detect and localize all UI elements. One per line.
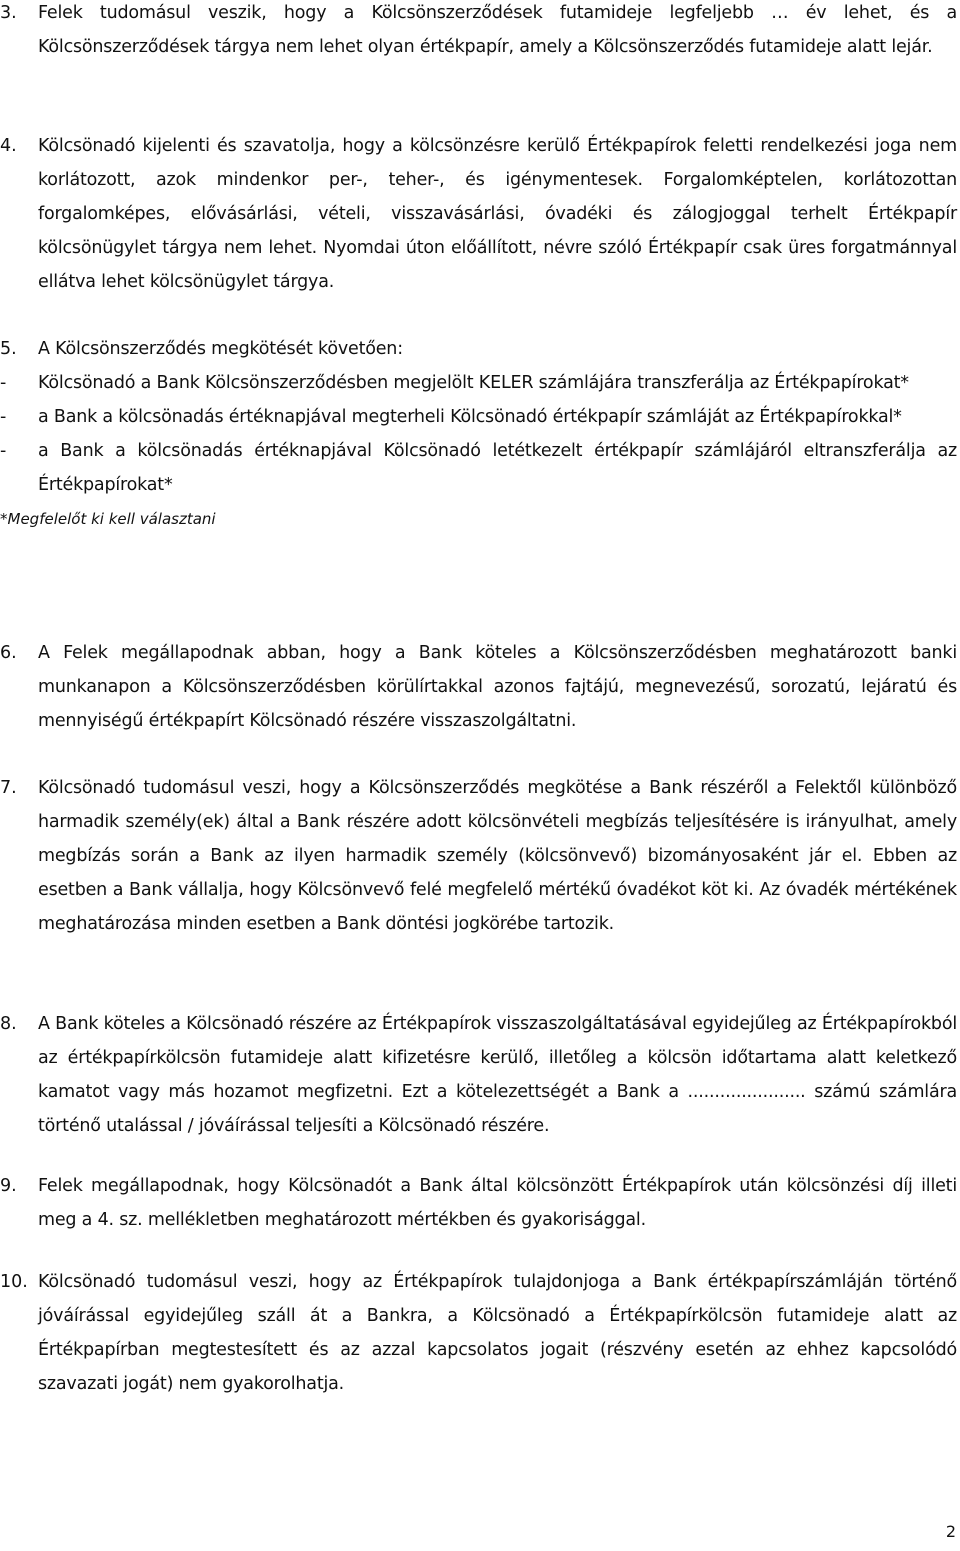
- bullet-dash: -: [0, 441, 7, 461]
- clause-number: 9.: [0, 1176, 17, 1196]
- clause-3: [0, 0, 957, 64]
- list-item: [0, 434, 957, 502]
- clause-text: Kölcsönadó tudomásul veszi, hogy az Értékpapírok tulajdonjoga a Bank értékpapírszámláján történő jóváírással egyidejűleg száll át a Bankra, a Kölcsönadó a Értékpapírkölcsön futamideje alatt az Értékpapírban megtestesített és az azzal kapcsolatos jogait (részvény esetén az ehhez kapcsolódó szavazati jogát) nem gyakorolhatja.: [38, 1272, 957, 1394]
- bullet-text: a Bank a kölcsönadás értéknapjával Kölcsönadó letétkezelt értékpapír számlájáról eltranszferálja az Értékpapírokat*: [38, 441, 957, 495]
- clause-number: 3.: [0, 3, 17, 23]
- bullet-text: Kölcsönadó a Bank Kölcsönszerződésben megjelölt KELER számlájára transzferálja az Értékpapírokat*: [38, 373, 909, 393]
- page-number: 2: [945, 1522, 956, 1541]
- clause-text: Felek megállapodnak, hogy Kölcsönadót a Bank által kölcsönzött Értékpapírok után kölcsönzési díj illeti meg a 4. sz. mellékletben meghatározott mértékben és gyakorisággal.: [38, 1176, 957, 1230]
- footnote: *Megfelelőt ki kell választani: [0, 510, 216, 528]
- clause-9: [0, 1169, 957, 1237]
- clause-text: Kölcsönadó kijelenti és szavatolja, hogy a kölcsönzésre kerülő Értékpapírok feletti rendelkezési joga nem korlátozott, azok mindenkor per-, teher-, és igénymentesek. Forgalomképtelen, korlátozottan forgalomképes, elővásárlási, vételi, visszavásárlási, óvadéki és zálogjoggal terhelt Értékpapír kölcsönügylet tárgya nem lehet. Nyomdai úton előállított, névre szóló Értékpapír csak üres forgatmánnyal ellátva lehet kölcsönügylet tárgya.: [38, 136, 957, 292]
- list-item: [0, 366, 957, 400]
- clause-number: 6.: [0, 643, 17, 663]
- bullet-text: a Bank a kölcsönadás értéknapjával megterheli Kölcsönadó értékpapír számláját az Értékpapírokkal*: [38, 407, 902, 427]
- bullet-list: [0, 366, 957, 502]
- clause-4: [0, 129, 957, 299]
- clause-text: A Felek megállapodnak abban, hogy a Bank köteles a Kölcsönszerződésben meghatározott banki munkanapon a Kölcsönszerződésben körülírtakkal azonos fajtájú, megnevezésű, sorozatú, lejáratú és mennyiségű értékpapírt Kölcsönadó részére visszaszolgáltatni.: [38, 643, 957, 731]
- clause-number: 5.: [0, 339, 17, 359]
- clause-8: [0, 1007, 957, 1143]
- clause-text: Felek tudomásul veszik, hogy a Kölcsönszerződések futamideje legfeljebb … év lehet, és a Kölcsönszerződések tárgya nem lehet olyan értékpapír, amely a Kölcsönszerződés futamideje alatt lejár.: [38, 3, 957, 57]
- clause-text: A Bank köteles a Kölcsönadó részére az Értékpapírok visszaszolgáltatásával egyidejűleg az Értékpapírokból az értékpapírkölcsön futamideje alatt kifizetésre kerülő, illetőleg a kölcsön időtartama alatt keletkező kamatot vagy más hozamot megfizetni. Ezt a kötelezettségét a Bank a ...................... számú számlára történő utalással / jóváírással teljesíti a Kölcsönadó részére.: [38, 1014, 957, 1136]
- bullet-dash: -: [0, 407, 7, 427]
- clause-number: 8.: [0, 1014, 17, 1034]
- bullet-dash: -: [0, 373, 7, 393]
- list-item: [0, 400, 957, 434]
- clause-10: [0, 1265, 957, 1401]
- clause-5: [0, 332, 957, 536]
- clause-number: 10.: [0, 1272, 28, 1292]
- clause-7: [0, 771, 957, 941]
- clause-6: [0, 636, 957, 738]
- clause-number: 7.: [0, 778, 17, 798]
- clause-text: A Kölcsönszerződés megkötését követően:: [38, 339, 403, 359]
- clause-number: 4.: [0, 136, 17, 156]
- clause-text: Kölcsönadó tudomásul veszi, hogy a Kölcsönszerződés megkötése a Bank részéről a Felektől különböző harmadik személy(ek) által a Bank részére adott kölcsönvételi megbízás teljesítésére is irányulhat, amely megbízás során a Bank az ilyen harmadik személy (kölcsönvevő) bizományosaként jár el. Ebben az esetben a Bank vállalja, hogy Kölcsönvevő felé megfelelő mértékű óvadékot köt ki. Az óvadék mértékének meghatározása minden esetben a Bank döntési jogkörébe tartozik.: [38, 778, 957, 934]
